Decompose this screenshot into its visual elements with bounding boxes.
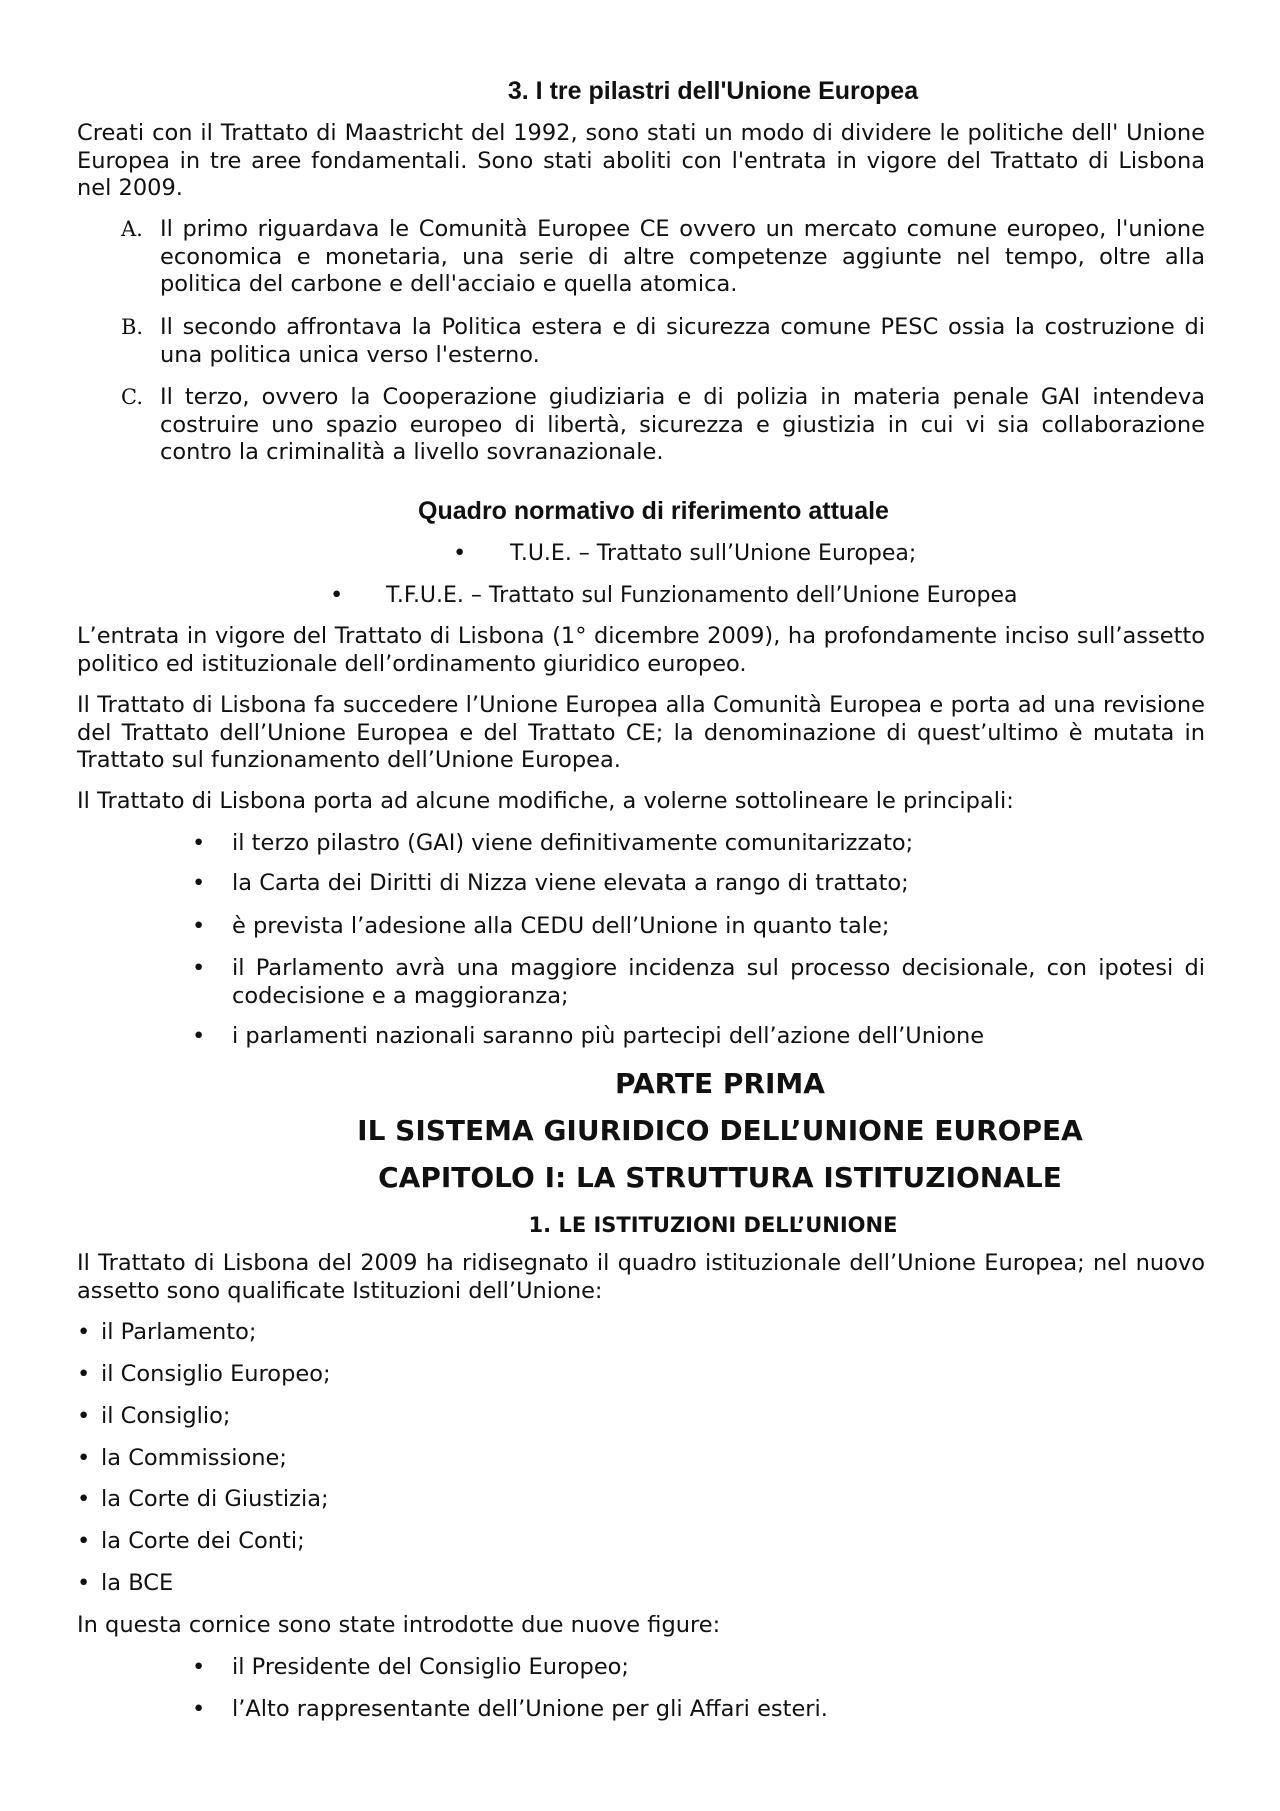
list-item-text: il Presidente del Consiglio Europeo; <box>232 1654 630 1680</box>
list-item-text: il Parlamento avrà una maggiore incidenza sul processo decisionale, con ipotesi di codecisione e a maggioranza; <box>232 955 1205 1009</box>
list-item-text: il Consiglio Europeo; <box>101 1361 331 1387</box>
paragraph: Il Trattato di Lisbona del 2009 ha ridisegnato il quadro istituzionale dell’Unione Europea; nel nuovo assetto sono qualificate Istituzioni dell’Unione: <box>77 1250 1205 1304</box>
list-item-text: T.F.U.E. – Trattato sul Funzionamento dell’Unione Europea <box>386 583 1018 608</box>
section-title: 3. I tre pilastri dell'Unione Europea <box>507 77 919 105</box>
bullet: • <box>77 1403 91 1429</box>
list-item-text: il terzo pilastro (GAI) viene definitivamente comunitarizzato; <box>232 830 914 856</box>
paragraph: In questa cornice sono state introdotte due nuove figure: <box>77 1612 721 1638</box>
paragraph: L’entrata in vigore del Trattato di Lisbona (1° dicembre 2009), ha profondamente inciso sull’assetto politico ed istituzionale dell’ordinamento giuridico europeo. <box>77 623 1205 677</box>
bullet: • <box>77 1528 91 1554</box>
list-marker: C. <box>121 385 143 409</box>
bullet: • <box>77 1445 91 1471</box>
intro-paragraph: Creati con il Trattato di Maastricht del 1992, sono stati un modo di dividere le politiche dell' Unione Europea in tre aree fondamentali. Sono stati aboliti con l'entrata in vigore del Trattato di Lisbona nel 2009. <box>77 120 1205 201</box>
subsection-title: Quadro normativo di riferimento attuale <box>418 497 889 525</box>
bullet: • <box>192 870 206 896</box>
list-item-text: la BCE <box>101 1570 174 1596</box>
bullet: • <box>77 1319 91 1345</box>
paragraph: Il Trattato di Lisbona porta ad alcune modifiche, a volerne sottolineare le principali: <box>77 788 1014 814</box>
bullet: • <box>77 1486 91 1512</box>
bullet: • <box>192 955 206 981</box>
section-heading: 1. LE ISTITUZIONI DELL’UNIONE <box>528 1213 898 1237</box>
bullet: • <box>453 540 467 566</box>
pillar-text: Il primo riguardava le Comunità Europee CE ovvero un mercato comune europeo, l'unione economica e monetaria, una serie di altre competenze aggiunte nel tempo, oltre alla politica del carbone e dell'acciaio e quella atomica. <box>160 216 1205 297</box>
list-item-text: T.U.E. – Trattato sull’Unione Europea; <box>510 541 917 566</box>
chapter-heading: CAPITOLO I: LA STRUTTURA ISTITUZIONALE <box>378 1161 1062 1194</box>
part-heading: PARTE PRIMA <box>615 1067 825 1100</box>
list-item-text: è prevista l’adesione alla CEDU dell’Unione in quanto tale; <box>232 913 890 939</box>
bullet: • <box>77 1570 91 1596</box>
list-item-text: la Corte dei Conti; <box>101 1528 305 1554</box>
list-item-text: il Consiglio; <box>101 1403 231 1429</box>
list-marker: A. <box>121 217 143 241</box>
bullet: • <box>192 830 206 856</box>
part-subheading: IL SISTEMA GIURIDICO DELL’UNIONE EUROPEA <box>357 1114 1083 1147</box>
bullet: • <box>77 1361 91 1387</box>
bullet: • <box>330 582 344 608</box>
list-item-text: la Carta dei Diritti di Nizza viene elevata a rango di trattato; <box>232 870 909 896</box>
bullet: • <box>192 1654 206 1680</box>
list-item-text: la Commissione; <box>101 1445 287 1471</box>
bullet: • <box>192 1023 206 1049</box>
paragraph: Il Trattato di Lisbona fa succedere l’Unione Europea alla Comunità Europea e porta ad una revisione del Trattato dell’Unione Europea e del Trattato CE; la denominazione di quest’ultimo è mutata in Trattato sul funzionamento dell’Unione Europea. <box>77 692 1205 773</box>
list-marker: B. <box>121 315 144 339</box>
list-item-text: la Corte di Giustizia; <box>101 1486 329 1512</box>
bullet: • <box>192 913 206 939</box>
list-item-text: i parlamenti nazionali saranno più partecipi dell’azione dell’Unione <box>232 1023 985 1049</box>
list-item-text: l’Alto rappresentante dell’Unione per gli Affari esteri. <box>232 1696 828 1722</box>
pillar-text: Il terzo, ovvero la Cooperazione giudiziaria e di polizia in materia penale GAI intendeva costruire uno spazio europeo di libertà, sicurezza e giustizia in cui vi sia collaborazione contro la criminalità a livello sovranazionale. <box>160 384 1205 465</box>
list-item-text: il Parlamento; <box>101 1319 257 1345</box>
pillar-text: Il secondo affrontava la Politica estera e di sicurezza comune PESC ossia la costruzione di una politica unica verso l'esterno. <box>160 314 1205 368</box>
bullet: • <box>192 1696 206 1722</box>
